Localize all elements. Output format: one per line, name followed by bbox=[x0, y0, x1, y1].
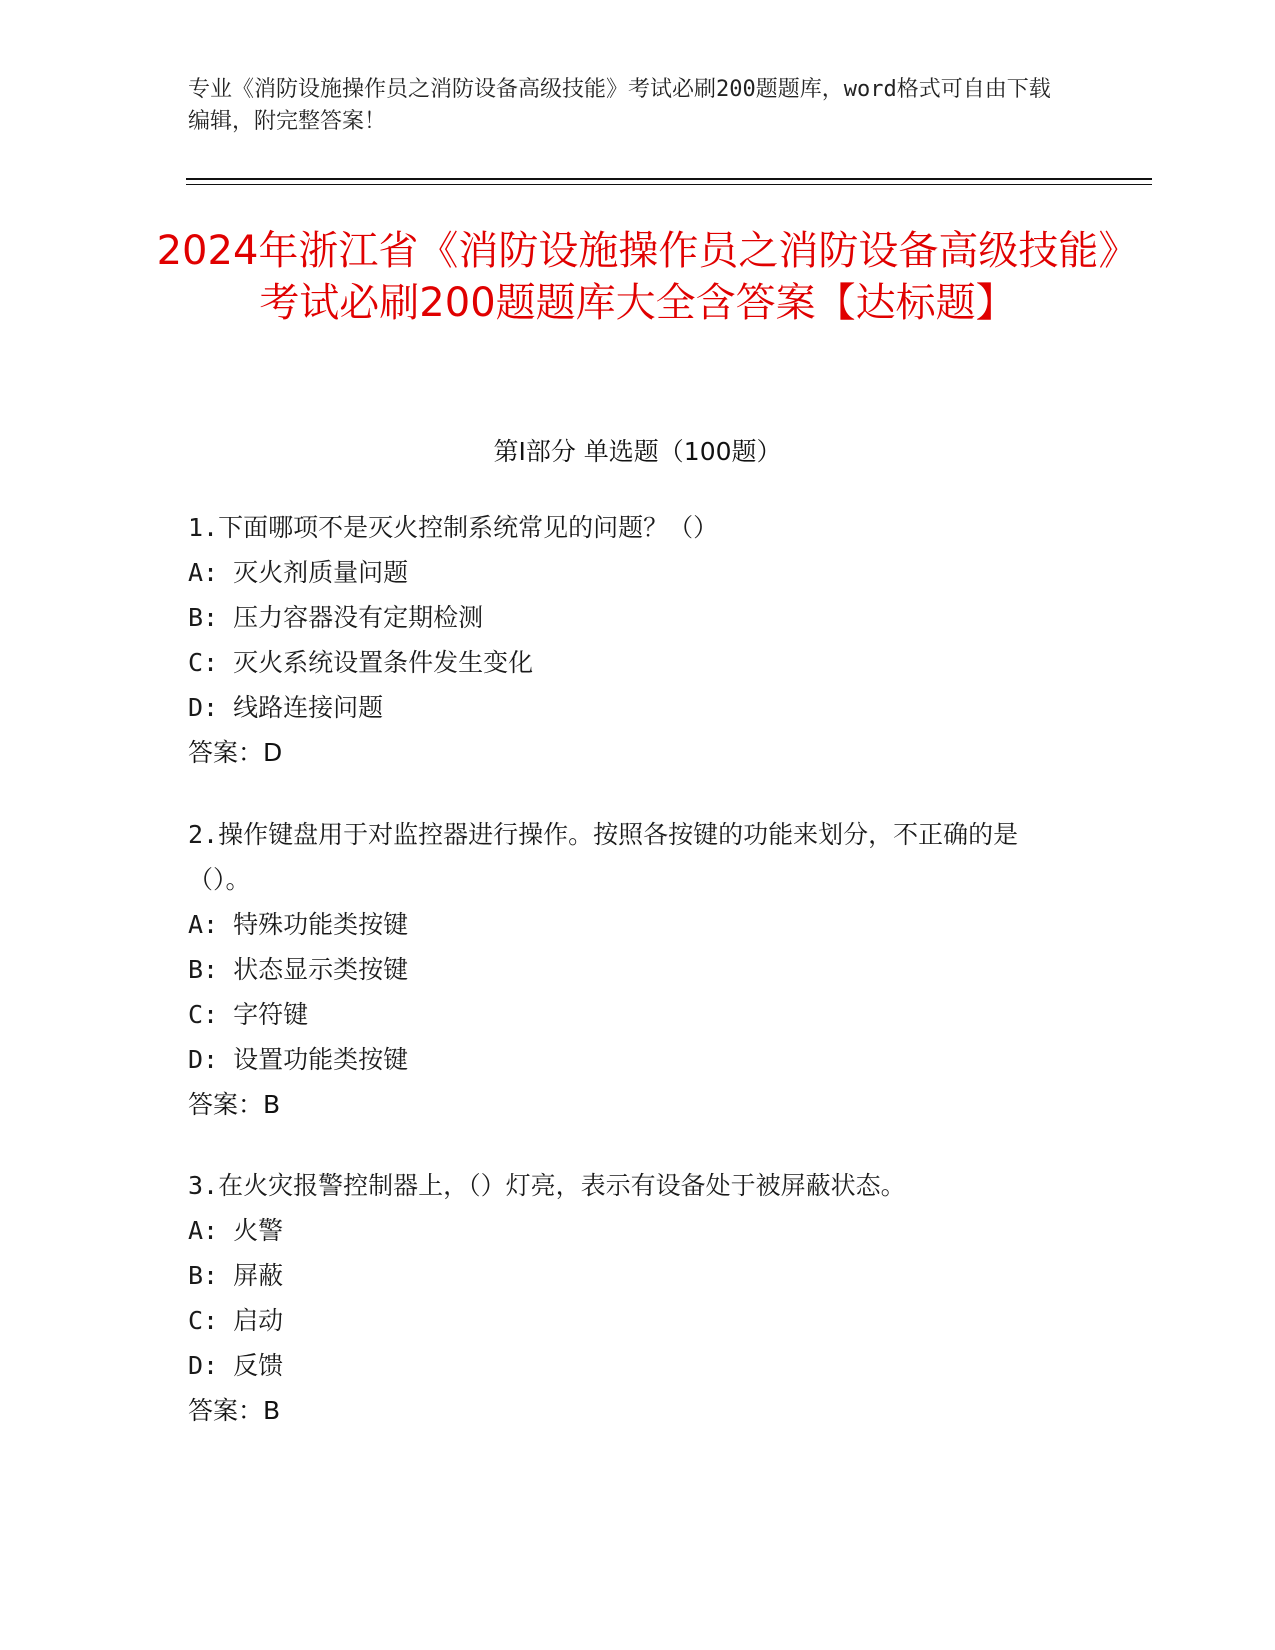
option-d: D: 线路连接问题 bbox=[188, 693, 384, 722]
question-2 bbox=[188, 812, 1068, 1127]
answer: 答案：B bbox=[188, 1396, 281, 1425]
header-divider-thick bbox=[186, 178, 1152, 180]
header-divider-thin bbox=[186, 184, 1152, 185]
question-stem: 3.在火灾报警控制器上，（）灯亮，表示有设备处于被屏蔽状态。 bbox=[188, 1171, 906, 1200]
option-b: B: 压力容器没有定期检测 bbox=[188, 603, 484, 632]
option-a: A: 特殊功能类按键 bbox=[188, 910, 409, 939]
question-1 bbox=[188, 505, 1068, 775]
question-3 bbox=[188, 1163, 1068, 1433]
answer: 答案：B bbox=[188, 1090, 281, 1119]
option-c: C: 灭火系统设置条件发生变化 bbox=[188, 648, 534, 677]
option-a: A: 灭火剂质量问题 bbox=[188, 558, 409, 587]
answer: 答案：D bbox=[188, 738, 283, 767]
header-note: 专业《消防设施操作员之消防设备高级技能》考试必刷200题题库，word格式可自由下载编辑，附完整答案！ bbox=[188, 77, 1051, 134]
option-d: D: 设置功能类按键 bbox=[188, 1045, 409, 1074]
question-stem: 2.操作键盘用于对监控器进行操作。按照各按键的功能来划分，不正确的是（）。 bbox=[188, 820, 1019, 894]
section-title: 第I部分 单选题（100题） bbox=[493, 437, 782, 466]
option-a: A: 火警 bbox=[188, 1216, 284, 1245]
option-b: B: 状态显示类按键 bbox=[188, 955, 409, 984]
option-d: D: 反馈 bbox=[188, 1351, 284, 1380]
option-c: C: 字符键 bbox=[188, 1000, 309, 1029]
option-b: B: 屏蔽 bbox=[188, 1261, 284, 1290]
question-stem: 1.下面哪项不是灭火控制系统常见的问题？（） bbox=[188, 513, 719, 542]
document-title: 2024年浙江省《消防设施操作员之消防设备高级技能》考试必刷200题题库大全含答案【达标题】 bbox=[156, 228, 1119, 326]
option-c: C: 启动 bbox=[188, 1306, 284, 1335]
